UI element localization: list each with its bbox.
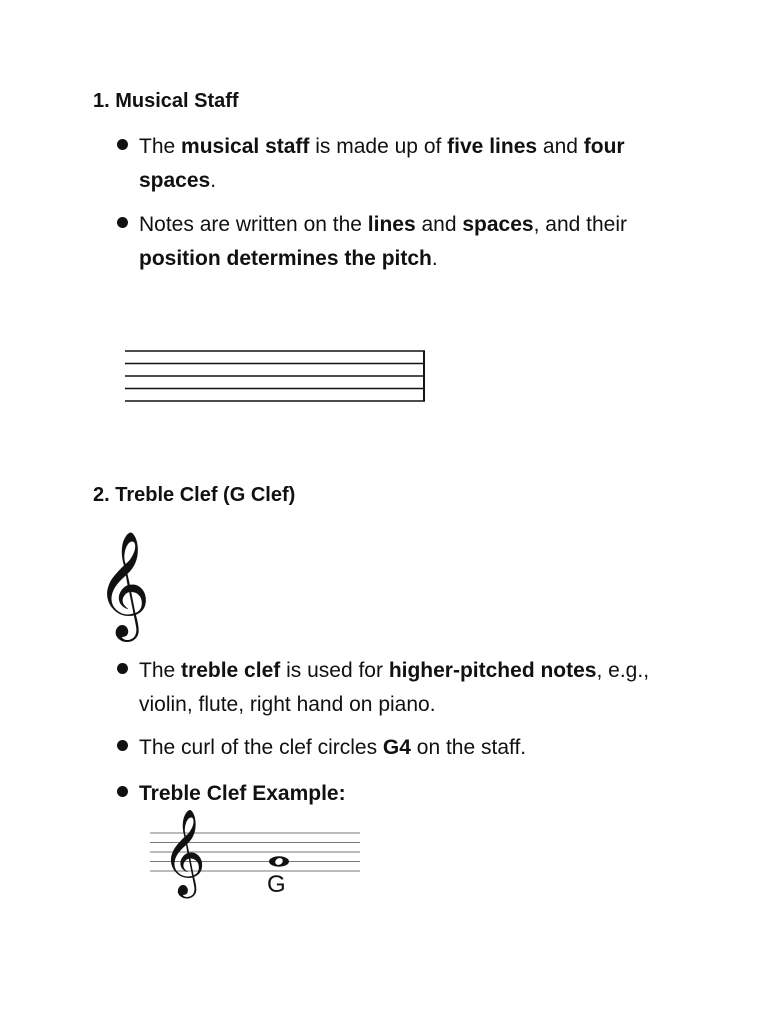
- bold-text-span: spaces: [462, 213, 534, 236]
- bold-text-span: treble clef: [181, 659, 281, 682]
- bold-text-span: higher-pitched notes: [388, 659, 597, 682]
- text-span: The curl of the clef circles: [139, 736, 383, 759]
- bullet-icon: [117, 217, 128, 228]
- text-span: The: [139, 135, 182, 158]
- treble-clef-icon: [92, 530, 151, 637]
- bullet-text: [139, 777, 679, 811]
- text-span: , e.g., violin, flute, right hand on piano.: [139, 659, 650, 716]
- bullet-text: [139, 731, 679, 765]
- bullet-icon: [117, 740, 128, 751]
- list-item: [117, 731, 677, 765]
- bullet-icon: [117, 139, 128, 150]
- text-span: , and their: [533, 213, 628, 236]
- note-label: G: [267, 871, 286, 898]
- text-span: The: [139, 659, 182, 682]
- text-span: on the staff.: [410, 736, 527, 759]
- text-span: is used for: [280, 659, 389, 682]
- treble-clef-icon: 𝄞: [162, 809, 206, 895]
- treble-clef-example-staff: [150, 809, 362, 898]
- bold-text-span: Treble Clef Example:: [139, 782, 346, 805]
- bold-text-span: four spaces: [139, 135, 625, 192]
- text-span: Notes are written on the: [139, 213, 368, 236]
- text-span: and: [537, 135, 584, 158]
- bullet-text: [139, 130, 679, 198]
- text-span: is made up of: [309, 135, 448, 158]
- section-1-heading: 1. Musical Staff: [93, 90, 239, 112]
- text-span: .: [431, 247, 438, 270]
- bullet-text: [139, 208, 679, 276]
- list-item: [117, 208, 677, 276]
- bullet-text: [139, 654, 679, 722]
- bullet-icon: [117, 663, 128, 674]
- bold-text-span: G4: [382, 736, 411, 759]
- list-item: [117, 130, 677, 198]
- bold-text-span: five lines: [447, 135, 538, 158]
- bold-text-span: lines: [367, 213, 416, 236]
- bullet-icon: [117, 786, 128, 797]
- section-2-heading: 2. Treble Clef (G Clef): [93, 484, 296, 506]
- text-span: and: [415, 213, 463, 236]
- bold-text-span: musical staff: [181, 135, 310, 158]
- treble-clef-glyph: 𝄞: [96, 530, 151, 637]
- bold-text-span: position determines the pitch: [139, 247, 432, 270]
- text-span: .: [210, 169, 217, 192]
- list-item: [117, 777, 677, 811]
- musical-staff-diagram: [125, 350, 427, 404]
- list-item: [117, 654, 677, 722]
